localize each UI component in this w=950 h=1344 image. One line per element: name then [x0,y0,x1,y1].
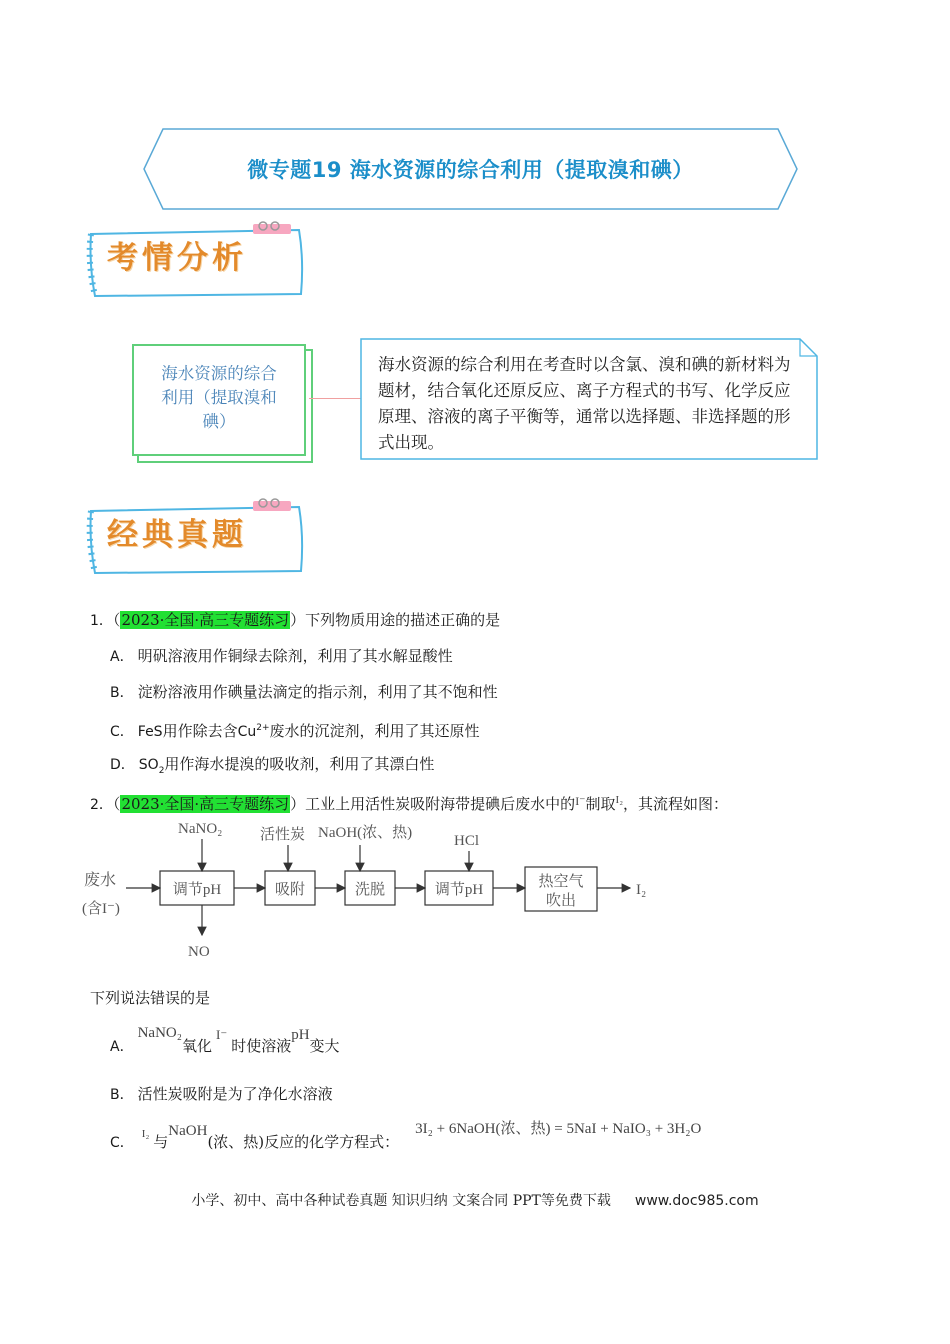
process-flow-diagram [80,815,680,965]
flow-box-label-1: 调节pH [172,882,222,898]
page-footer [0,1190,950,1210]
flow-reagent-hcl: HCl [454,833,480,849]
topic-text: 海水资源的综合利用（提取溴和碘） [161,364,277,431]
q1-option-d: D． $SO_2$用作海水提溴的吸收剂，利用了其漂白性 [110,755,435,776]
description-text: 海水资源的综合利用在考查时以含氯、溴和碘的新材料为题材，结合氧化还原反应、离子方程式的书写、化学反应原理、溶液的离子平衡等，通常以选择题、非选择题的形式出现。 [378,355,791,452]
reaction-equation: 3I₂ + 6NaOH(浓、热) = 5NaI + NaIO₃ + 3H₂O [415,1121,702,1137]
topic-card [132,344,306,456]
page-title: 微专题19 海水资源的综合利用（提取溴和碘） [247,158,694,182]
section-title-questions: 经典真题 [107,517,247,553]
source-badge: 2023·全国·高三专题练习 [121,611,290,629]
flow-box-label-5a: 热空气 [538,874,584,890]
flow-reagent-naoh: NaOH(浓、热) [318,825,413,841]
connector-line [309,398,361,399]
section-title-analysis: 考情分析 [107,240,247,276]
q1-option-c: C． FeS用作除去含$Cu^{2+}$废水的沉淀剂，利用了其还原性 [110,722,480,740]
flow-byproduct-no: NO [188,944,210,960]
source-badge: 2023·全国·高三专题练习 [121,795,290,813]
title-banner [143,128,798,210]
footer-site-link[interactable]: www.doc985.com [634,1193,759,1209]
flow-reagent-nano2: NaNO₂ [178,821,223,837]
description-card [360,338,818,460]
section-tag-analysis [85,220,310,300]
q2-option-a: A．NaNO₂氧化I⁻时使溶液pH变大 [110,1025,340,1055]
flow-reagent-carbon: 活性炭 [260,827,306,843]
flow-box-label-2: 吸附 [274,882,306,898]
q2-question: 下列说法错误的是 [90,989,211,1007]
flow-input-sublabel: (含I⁻) [82,901,120,917]
q1-option-b: B． 淀粉溶液用作碘量法滴定的指示剂，利用了其不饱和性 [110,683,498,701]
flow-box-label-3: 洗脱 [354,882,386,898]
q1-stem: 1．（2023·全国·高三专题练习）下列物质用途的描述正确的是 [90,611,501,629]
q2-stem: 2．（2023·全国·高三专题练习）工业上用活性炭吸附海带提碘后废水中的$^{I^-}$制取$^{I_2}$，其流程如图： [90,794,729,813]
section-tag-questions [85,497,310,577]
q1-option-a: A． 明矾溶液用作铜绿去除剂，利用了其水解显酸性 [110,647,453,665]
flow-box-label-5b: 吹出 [545,893,577,909]
flow-input-label: 废水 [84,872,117,889]
footer-text: 小学、初中、高中各种试卷真题 知识归纳 文案合同 PPT等免费下载 [191,1193,611,1209]
flow-output-label: I₂ [636,882,647,898]
flow-box-label-4: 调节pH [434,882,484,898]
q2-option-b: B． 活性炭吸附是为了净化水溶液 [110,1085,333,1103]
q2-option-c: C．$^{I_2}$ 与NaOH(浓、热)反应的化学方程式：3I₂ + 6NaOH(浓、热) = 5NaI + NaIO₃ + 3H₂O [110,1121,702,1151]
